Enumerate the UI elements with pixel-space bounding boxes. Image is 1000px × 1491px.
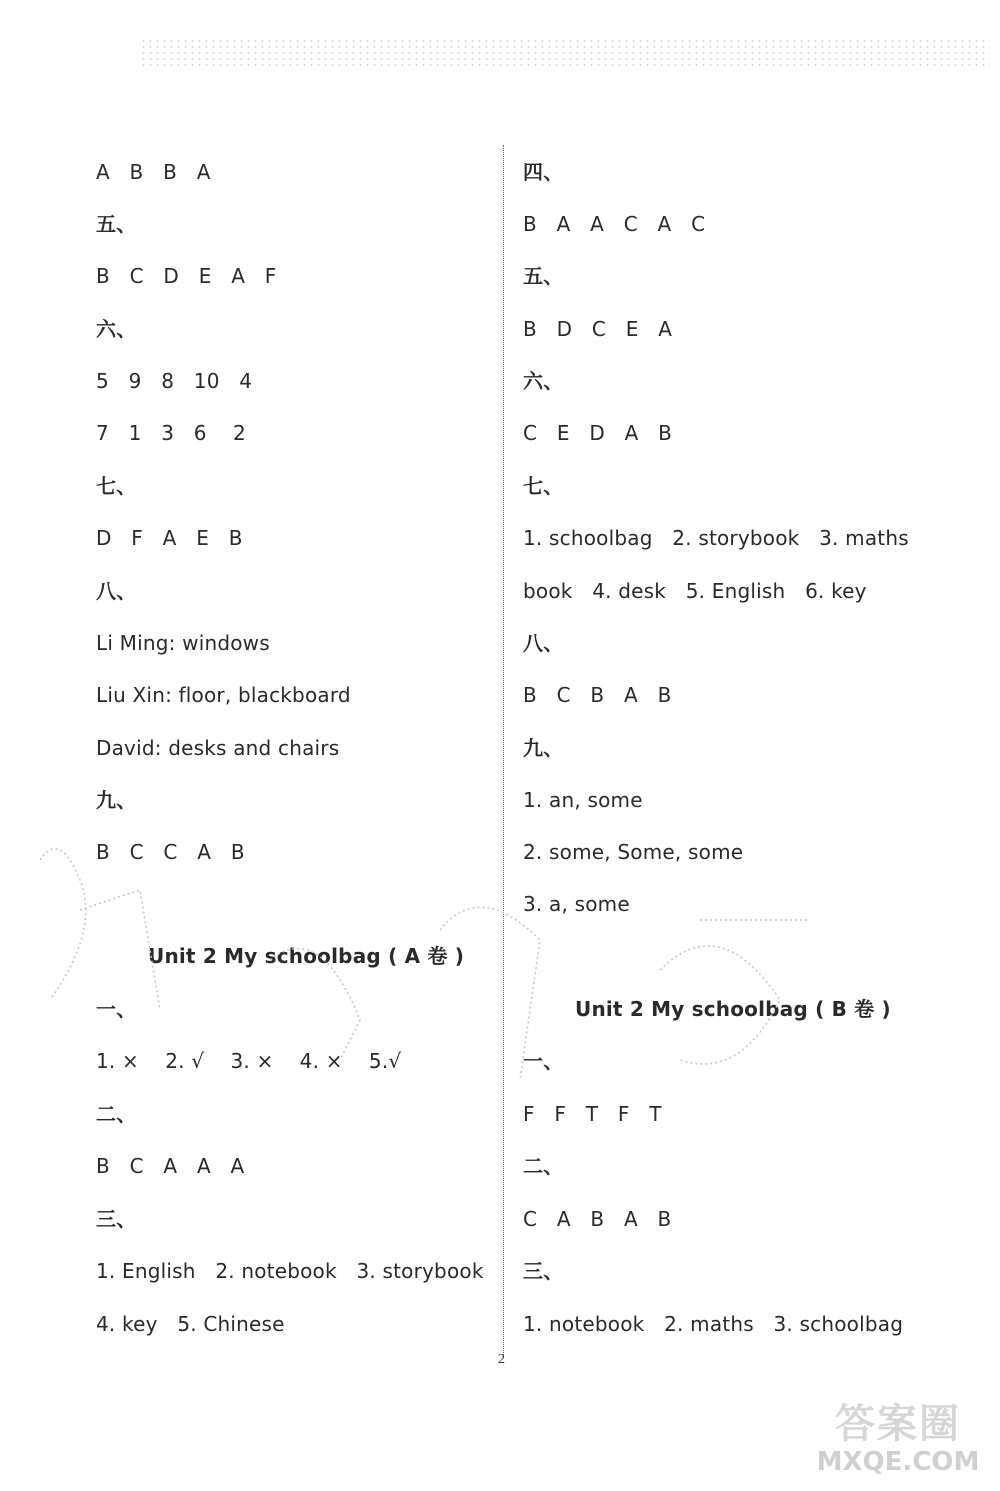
answer-line: D F A E B [96,526,243,550]
answer-line: B A A C A C [523,212,706,236]
answer-line: C E D A B [523,421,673,445]
column-divider [503,145,504,1355]
section-heading: 三、 [96,1207,137,1231]
section-heading: 二、 [523,1154,564,1178]
answer-line: C A B A B [523,1207,672,1231]
answer-line: Liu Xin: floor, blackboard [96,683,351,707]
answer-line: B C B A B [523,683,672,707]
answer-line: A B B A [96,160,211,184]
answer-line: 1. English 2. notebook 3. storybook [96,1259,484,1283]
answer-line: B C A A A [96,1154,245,1178]
section-heading: 八、 [96,579,137,603]
answer-line: Li Ming: windows [96,631,270,655]
section-heading: 九、 [96,788,137,812]
answer-line: F F T F T [523,1102,662,1126]
answer-line: B C D E A F [96,264,277,288]
section-heading: 二、 [96,1102,137,1126]
answer-line: 1. × 2. √ 3. × 4. × 5.√ [96,1049,402,1073]
section-heading: 四、 [523,160,564,184]
answer-line: book 4. desk 5. English 6. key [523,579,867,603]
section-heading: 八、 [523,631,564,655]
section-heading: 一、 [523,1049,564,1073]
answer-line: 4. key 5. Chinese [96,1312,285,1336]
answer-line: 1. schoolbag 2. storybook 3. maths [523,526,909,550]
unit-title: Unit 2 My schoolbag ( B 卷 ) [575,997,891,1021]
section-heading: 七、 [96,474,137,498]
unit-title: Unit 2 My schoolbag ( A 卷 ) [148,944,465,968]
section-heading: 五、 [96,212,137,236]
section-heading: 七、 [523,474,564,498]
page-number: 2 [498,1352,505,1367]
answer-line: 3. a, some [523,892,630,916]
answer-line: B D C E A [523,317,673,341]
section-heading: 五、 [523,264,564,288]
section-heading: 六、 [96,317,137,341]
answer-line: 2. some, Some, some [523,840,744,864]
faint-watermark-strokes [20,820,840,1120]
scan-noise-strip [140,38,990,70]
section-heading: 三、 [523,1259,564,1283]
answer-line: 7 1 3 6 2 [96,421,246,445]
watermark-url: MXQE.COM [816,1447,980,1477]
answer-line: B C C A B [96,840,245,864]
answer-line: 5 9 8 10 4 [96,369,253,393]
answer-line: 1. an, some [523,788,643,812]
section-heading: 六、 [523,369,564,393]
section-heading: 九、 [523,736,564,760]
answer-line: David: desks and chairs [96,736,340,760]
watermark-logo-text: 答案圈 [835,1401,961,1447]
answer-line: 1. notebook 2. maths 3. schoolbag [523,1312,904,1336]
section-heading: 一、 [96,997,137,1021]
site-watermark-logo [808,1401,988,1481]
